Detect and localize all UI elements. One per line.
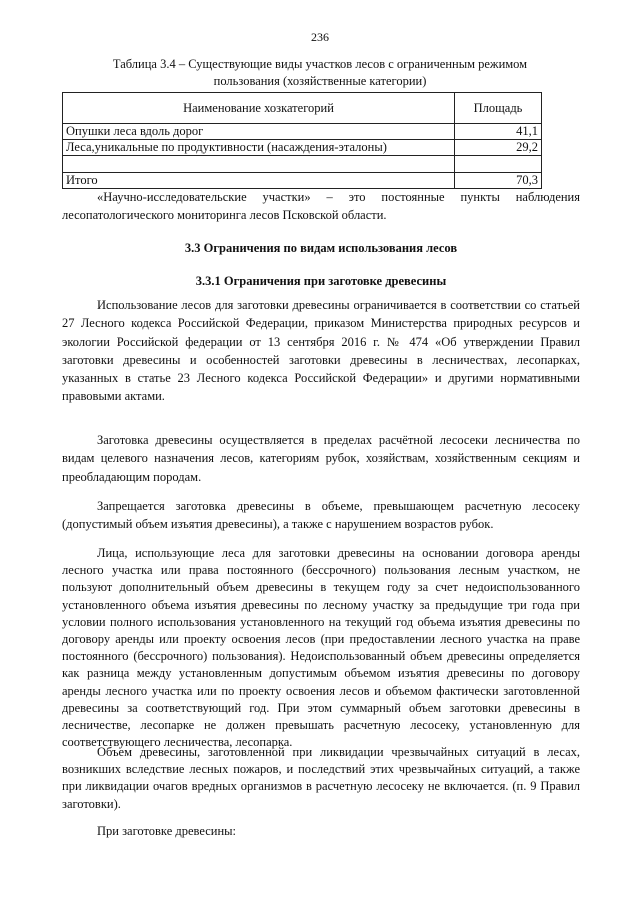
body-paragraph: Запрещается заготовка древесины в объеме, превышающем расчетную лесосеку (допустимый объем изъятия древесины), а также с нарушением возрастов рубок. (62, 499, 580, 532)
forest-categories-table (62, 92, 542, 189)
header-area: Площадь (455, 93, 542, 124)
page-number: 236 (311, 30, 329, 44)
row-name: Леса,уникальные по продуктивности (насаждения-эталоны) (63, 140, 455, 156)
paragraph-2 (62, 431, 580, 486)
body-paragraph: Использование лесов для заготовки древесины ограничивается в соответствии со статьей 27 Лесного кодекса Российской Федерации, приказом Министерства природных ресурсов и экологии Российской федерации от 13 сентября 2016 г. № 474 «Об утверждении Правил заготовки древесины и особенностей заготовки древесины в лесничествах, лесопарках, указанных в статье 23 Лесного кодекса Российской Федерации» и другими нормативными правовыми актами. (62, 298, 580, 404)
paragraph-3 (62, 497, 580, 534)
body-paragraph: Лица, использующие леса для заготовки древесины на основании договора аренды лесного участка или права постоянного (бессрочного) пользования лесным участком, не пользуют дополнительный объем древесины в текущем году за счет недоиспользованного установленного объема изъятия древесины по лесному участку за предыдущие три года при условии полного использования установленного на текущий год объема изъятия древесины по договору аренды или проекту освоения лесов (при предоставлении лесного участка на праве постоянного (бессрочного) пользования). Недоиспользованный объем древесины определяется как разница между установленным допустимым объемом изъятия древесины по договору аренды лесного участка или по проекту освоения лесов и объемом фактически заготовленной древесины за соответствующий год. При этом суммарный объем заготовки древесины в лесничестве, лесопарке не должен превышать расчетную лесосеку, установленную для соответствующего лесничества, лесопарка. (62, 546, 580, 750)
total-label: Итого (63, 173, 455, 189)
header-name: Наименование хозкатегорий (63, 93, 455, 124)
total-area: 70,3 (455, 173, 542, 189)
row-area: 29,2 (455, 140, 542, 156)
table-header-row (63, 93, 542, 124)
table-empty-row (63, 156, 542, 173)
table-caption (70, 56, 570, 90)
table-caption-line-1: Таблица 3.4 – Существующие виды участков лесов с ограниченным режимом (112, 57, 528, 71)
intro-block (62, 188, 580, 225)
table-row (63, 140, 542, 156)
table-total-row (63, 173, 542, 189)
body-paragraph: Заготовка древесины осуществляется в пределах расчётной лесосеки лесничества по видам целевого назначения лесов, категориям рубок, хозяйствам, хозяйственным секциям и преобладающим породам. (62, 433, 580, 484)
paragraph-5 (62, 744, 580, 813)
subsection-heading: 3.3.1 Ограничения при заготовке древесины (195, 274, 447, 288)
paragraph-4 (62, 545, 580, 751)
empty-cell (455, 156, 542, 173)
table-caption-line-2: пользования (хозяйственные категории) (213, 74, 427, 88)
empty-cell (63, 156, 455, 173)
paragraph-1 (62, 296, 580, 406)
row-area: 41,1 (455, 124, 542, 140)
table-row (63, 124, 542, 140)
body-paragraph: Объем древесины, заготовленной при ликвидации чрезвычайных ситуаций в лесах, возникших вследствие лесных пожаров, и последствий этих чрезвычайных ситуаций, а также при ликвидации очагов вредных организмов в расчетную лесосеку не включается. (п. 9 Правил заготовки). (62, 745, 580, 811)
paragraph-6 (62, 822, 580, 840)
section-heading: 3.3 Ограничения по видам использования лесов (184, 241, 458, 255)
intro-paragraph: «Научно-исследовательские участки» – это постоянные пункты наблюдения лесопатологического мониторинга лесов Псковской области. (62, 190, 580, 223)
row-name: Опушки леса вдоль дорог (63, 124, 455, 140)
body-paragraph: При заготовке древесины: (97, 824, 237, 838)
